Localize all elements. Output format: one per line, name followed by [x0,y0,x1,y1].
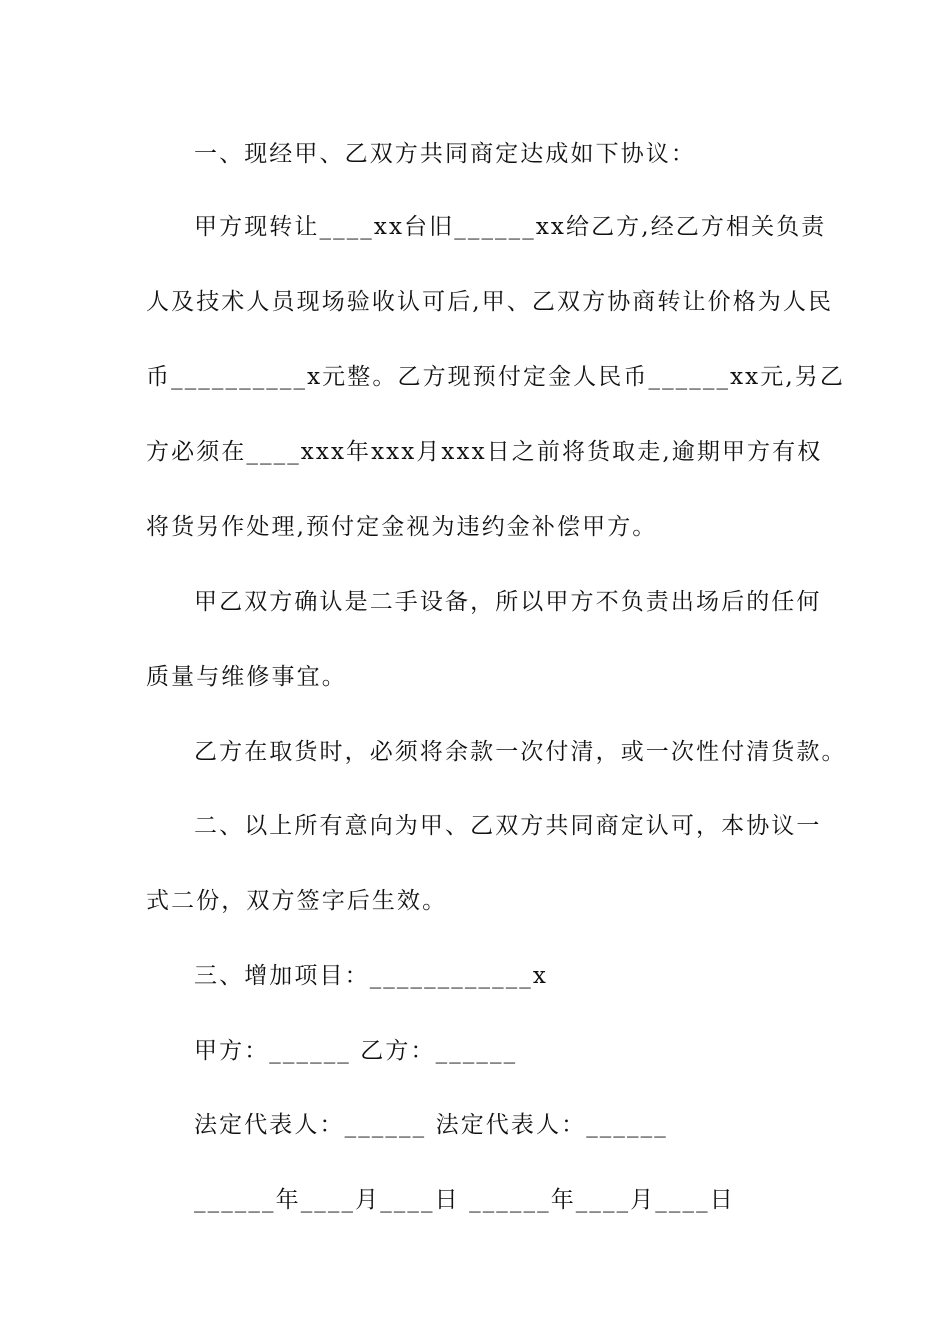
additional-items: 三、增加项目：____________x [194,963,548,989]
party-signature-line: 甲方：______ 乙方：______ [194,1038,518,1064]
effect-clause-line-2: 式二份，双方签字后生效。 [146,888,448,914]
transfer-clause-line-1: 甲方现转让____xx台旧______xx给乙方,经乙方相关负责 [194,214,827,240]
transfer-clause-line-5: 将货另作处理,预付定金视为违约金补偿甲方。 [146,514,658,540]
used-equipment-clause-line-1: 甲乙双方确认是二手设备，所以甲方不负责出场后的任何 [194,589,822,615]
effect-clause-line-1: 二、以上所有意向为甲、乙双方共同商定认可，本协议一 [194,813,822,839]
transfer-clause-line-2: 人及技术人员现场验收认可后,甲、乙双方协商转让价格为人民 [146,289,834,315]
used-equipment-clause-line-2: 质量与维修事宜。 [146,664,347,690]
transfer-clause-line-4: 方必须在____xxx年xxx月xxx日之前将货取走,逾期甲方有权 [146,439,823,465]
representative-signature-line: 法定代表人：______ 法定代表人：______ [194,1112,668,1138]
agreement-intro: 一、现经甲、乙双方共同商定达成如下协议： [194,141,696,167]
transfer-clause-line-3: 币__________x元整。乙方现预付定金人民币______xx元,另乙 [146,364,845,390]
date-line: ______年____月____日 ______年____月____日 [194,1187,735,1213]
payment-clause: 乙方在取货时，必须将余款一次付清，或一次性付清货款。 [194,739,847,765]
